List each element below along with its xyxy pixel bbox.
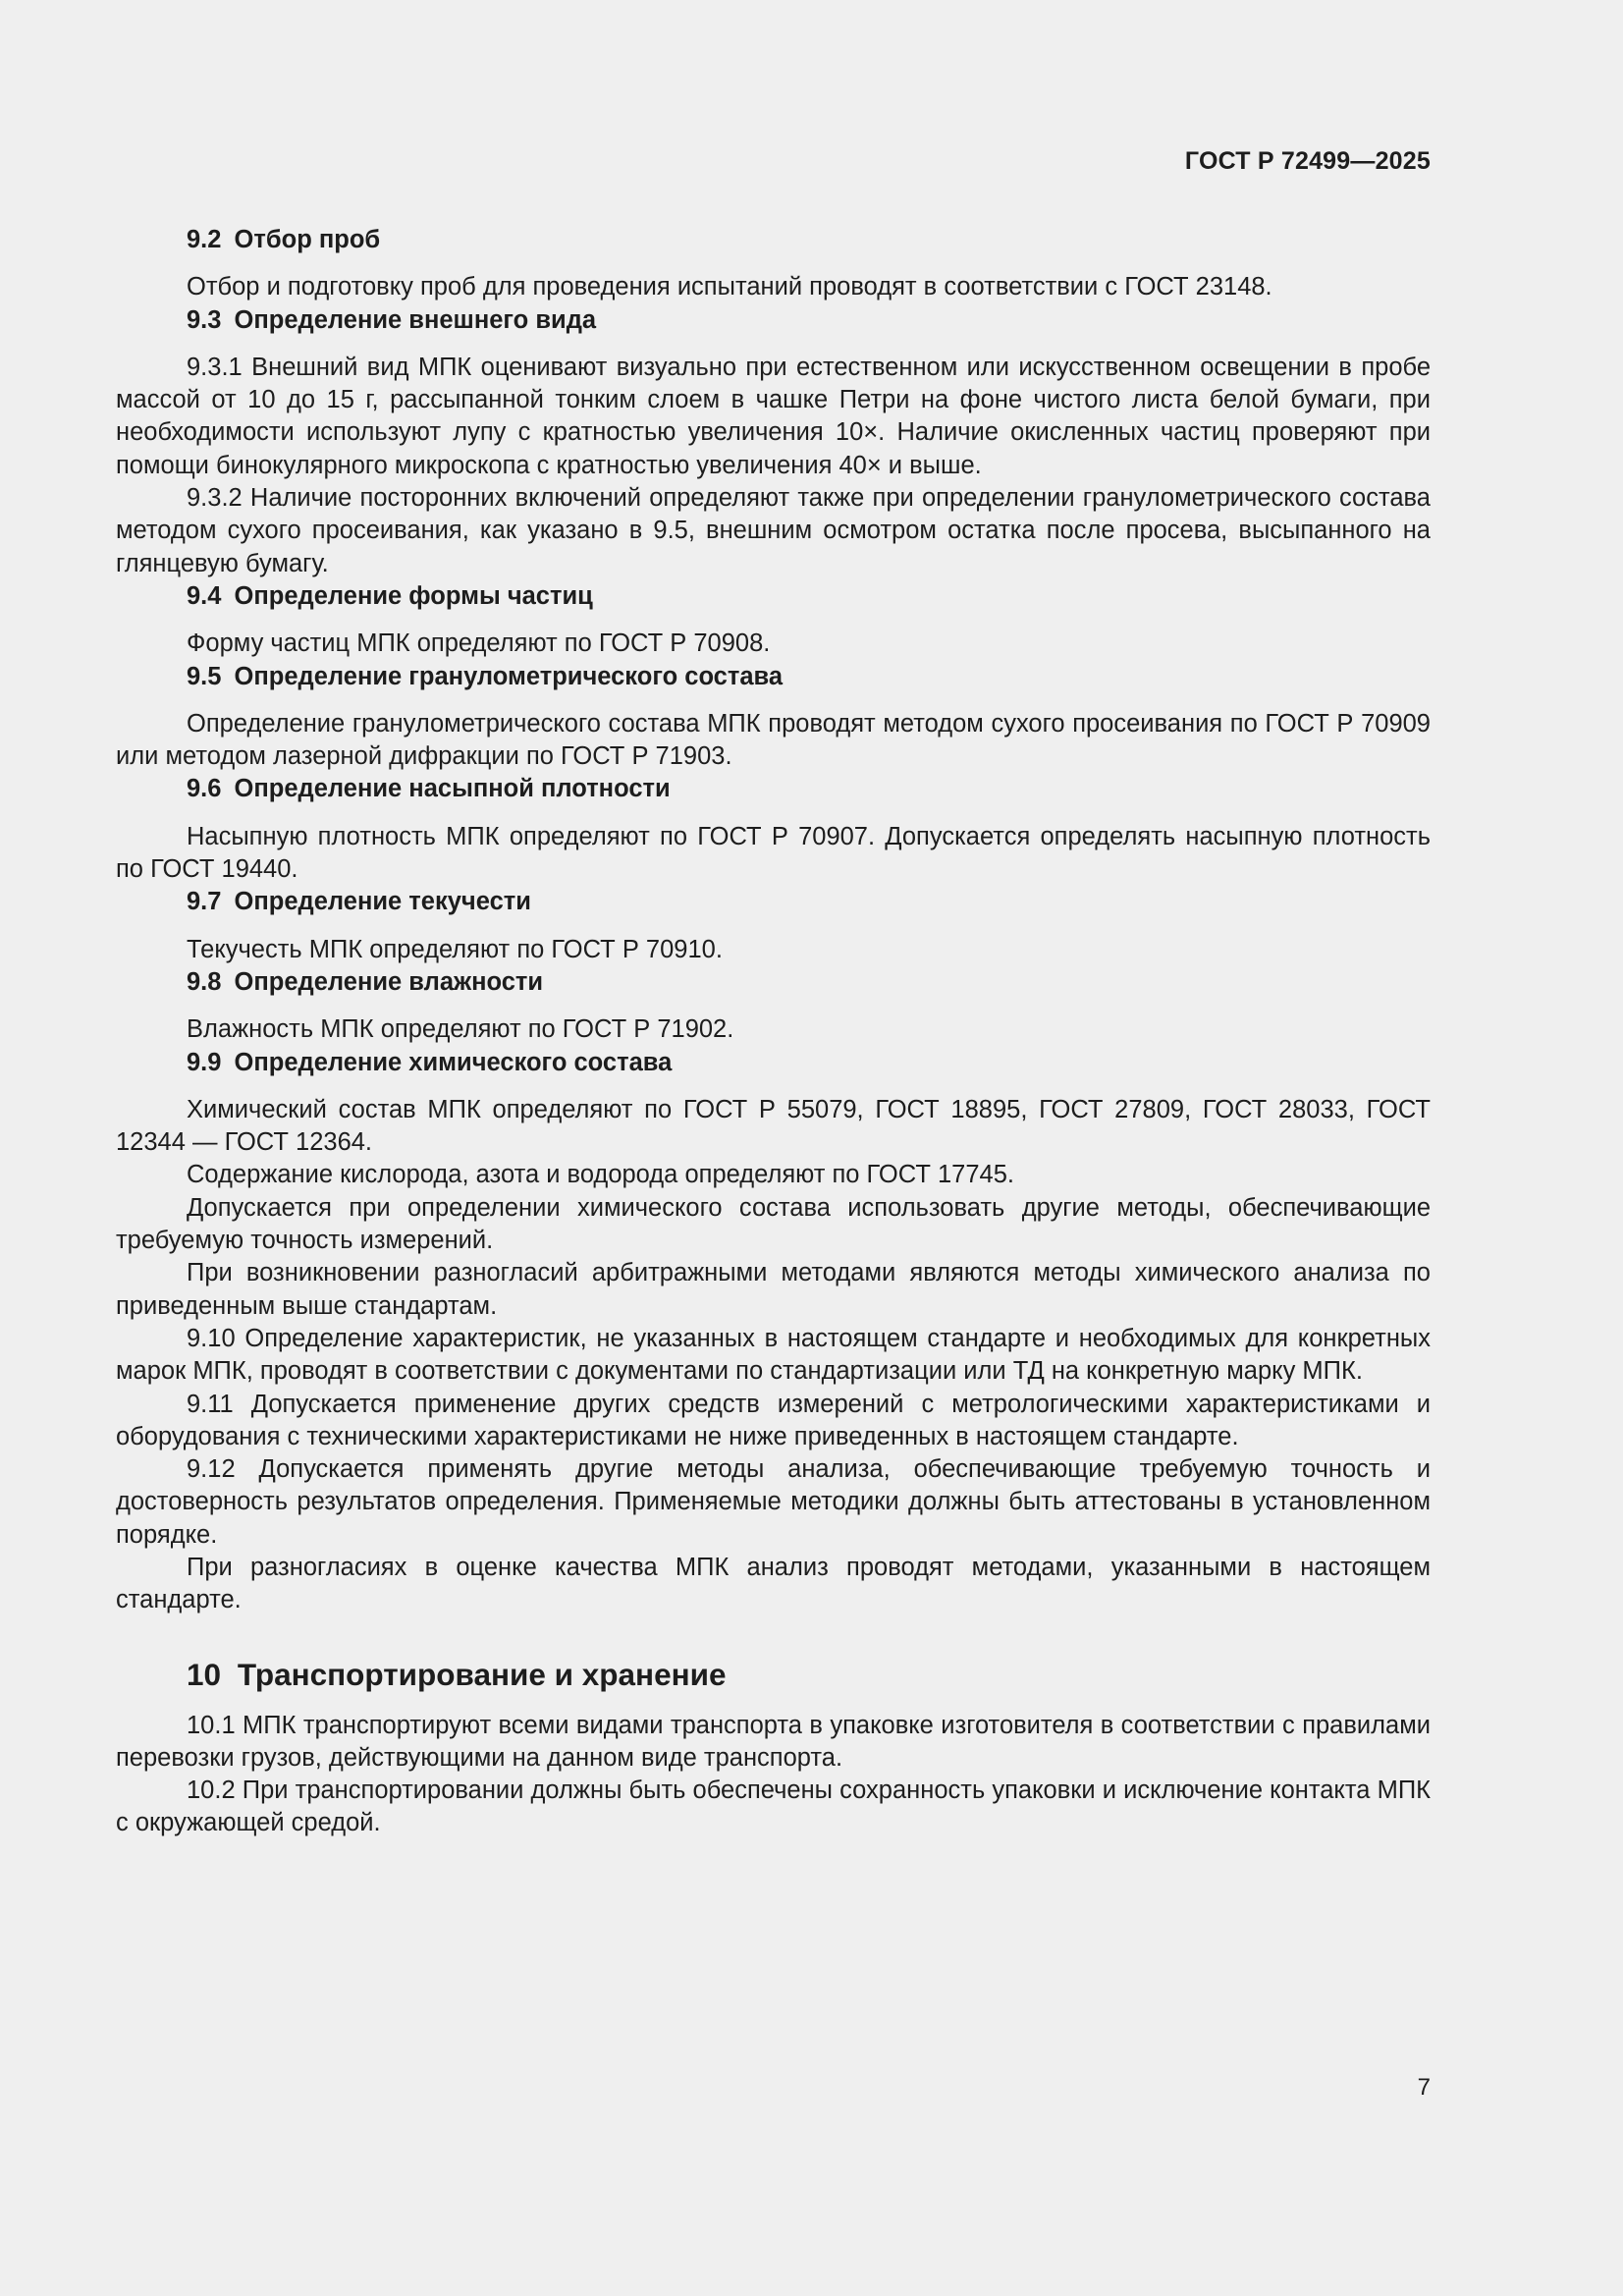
section-title: Определение внешнего вида — [234, 305, 597, 334]
section-number: 9.4 — [187, 581, 222, 610]
section-heading-9-6 — [116, 773, 1431, 805]
paragraph: При возникновении разногласий арбитражными методами являются методы химического анализа по приведенным выше стандартам. — [116, 1259, 1431, 1320]
paragraph: Текучесть МПК определяют по ГОСТ Р 70910. — [187, 935, 723, 963]
chapter-heading-10 — [116, 1655, 1431, 1694]
section-title: Определение насыпной плотности — [234, 775, 671, 803]
paragraph: 9.3.2 Наличие посторонних включений определяют также при определении гранулометрического состава методом сухого просеивания, как указано в 9.5, внешним осмотром остатка после просева, высыпанного на глянцевую бумагу. — [116, 484, 1431, 577]
paragraph: Насыпную плотность МПК определяют по ГОСТ Р 70907. Допускается определять насыпную плотность по ГОСТ 19440. — [116, 822, 1431, 884]
section-number: 9.9 — [187, 1048, 222, 1076]
paragraph: 9.12 Допускается применять другие методы анализа, обеспечивающие требуемую точность и достоверность результатов определения. Применяемые методики должны быть аттестованы в установленном порядке. — [116, 1455, 1431, 1549]
section-heading-9-7 — [116, 886, 1431, 918]
section-heading-9-3 — [116, 304, 1431, 337]
paragraph: При разногласиях в оценке качества МПК анализ проводят методами, указанными в настоящем стандарте. — [116, 1553, 1431, 1614]
section-title: Определение текучести — [234, 888, 531, 916]
section-number: 9.8 — [187, 967, 222, 996]
paragraph: 9.10 Определение характеристик, не указанных в настоящем стандарте и необходимых для конкретных марок МПК, проводят в соответствии с документами по стандартизации или ТД на конкретную марку МПК. — [116, 1324, 1431, 1386]
paragraph: Влажность МПК определяют по ГОСТ Р 71902. — [187, 1015, 734, 1044]
chapter-number: 10 — [187, 1656, 222, 1692]
page-number: 7 — [1417, 2074, 1431, 2101]
section-number: 9.7 — [187, 888, 222, 916]
paragraph: Допускается при определении химического состава использовать другие методы, обеспечивающие требуемую точность измерений. — [116, 1193, 1431, 1255]
standard-id-header: ГОСТ Р 72499—2025 — [1184, 147, 1431, 175]
document-body — [116, 224, 1431, 1840]
paragraph: Химический состав МПК определяют по ГОСТ Р 55079, ГОСТ 18895, ГОСТ 27809, ГОСТ 28033, ГОСТ 12344 — ГОСТ 12364. — [116, 1095, 1431, 1157]
section-number: 9.5 — [187, 662, 222, 690]
section-heading-9-8 — [116, 966, 1431, 999]
section-heading-9-4 — [116, 580, 1431, 613]
section-title: Определение влажности — [234, 967, 544, 996]
paragraph: 9.3.1 Внешний вид МПК оценивают визуально при естественном или искусственном освещении в пробе массой от 10 до 15 г, рассыпанной тонким слоем в чашке Петри на фоне чистого листа белой бумаги, при необходимости используют лупу с кратностью увеличения 10×. Наличие окисленных частиц проверяют при помощи бинокулярного микроскопа с кратностью увеличения 40× и выше. — [116, 353, 1431, 479]
section-heading-9-2 — [116, 224, 1431, 256]
section-number: 9.2 — [187, 226, 222, 253]
paragraph: Определение гранулометрического состава МПК проводят методом сухого просеивания по ГОСТ Р 70909 или методом лазерной дифракции по ГОСТ Р 71903. — [116, 709, 1431, 771]
section-heading-9-5 — [116, 661, 1431, 693]
section-title: Отбор проб — [234, 226, 381, 253]
paragraph: 10.2 При транспортировании должны быть обеспечены сохранность упаковки и исключение контакта МПК с окружающей средой. — [116, 1777, 1431, 1837]
paragraph: 9.11 Допускается применение других средств измерений с метрологическими характеристиками и оборудования с техническими характеристиками не ниже приведенных в настоящем стандарте. — [116, 1390, 1431, 1450]
chapter-title: Транспортирование и хранение — [237, 1656, 727, 1692]
section-heading-9-9 — [116, 1047, 1431, 1079]
paragraph: Отбор и подготовку проб для проведения испытаний проводят в соответствии с ГОСТ 23148. — [187, 273, 1272, 301]
paragraph: Форму частиц МПК определяют по ГОСТ Р 70908. — [187, 629, 771, 658]
section-title: Определение формы частиц — [234, 581, 593, 610]
section-title: Определение гранулометрического состава — [234, 662, 784, 690]
section-number: 9.3 — [187, 305, 222, 334]
section-number: 9.6 — [187, 775, 222, 803]
paragraph: 10.1 МПК транспортируют всеми видами транспорта в упаковке изготовителя в соответствии с правилами перевозки грузов, действующими на данном виде транспорта. — [116, 1711, 1431, 1772]
paragraph: Содержание кислорода, азота и водорода определяют по ГОСТ 17745. — [187, 1161, 1014, 1189]
section-title: Определение химического состава — [234, 1048, 673, 1076]
